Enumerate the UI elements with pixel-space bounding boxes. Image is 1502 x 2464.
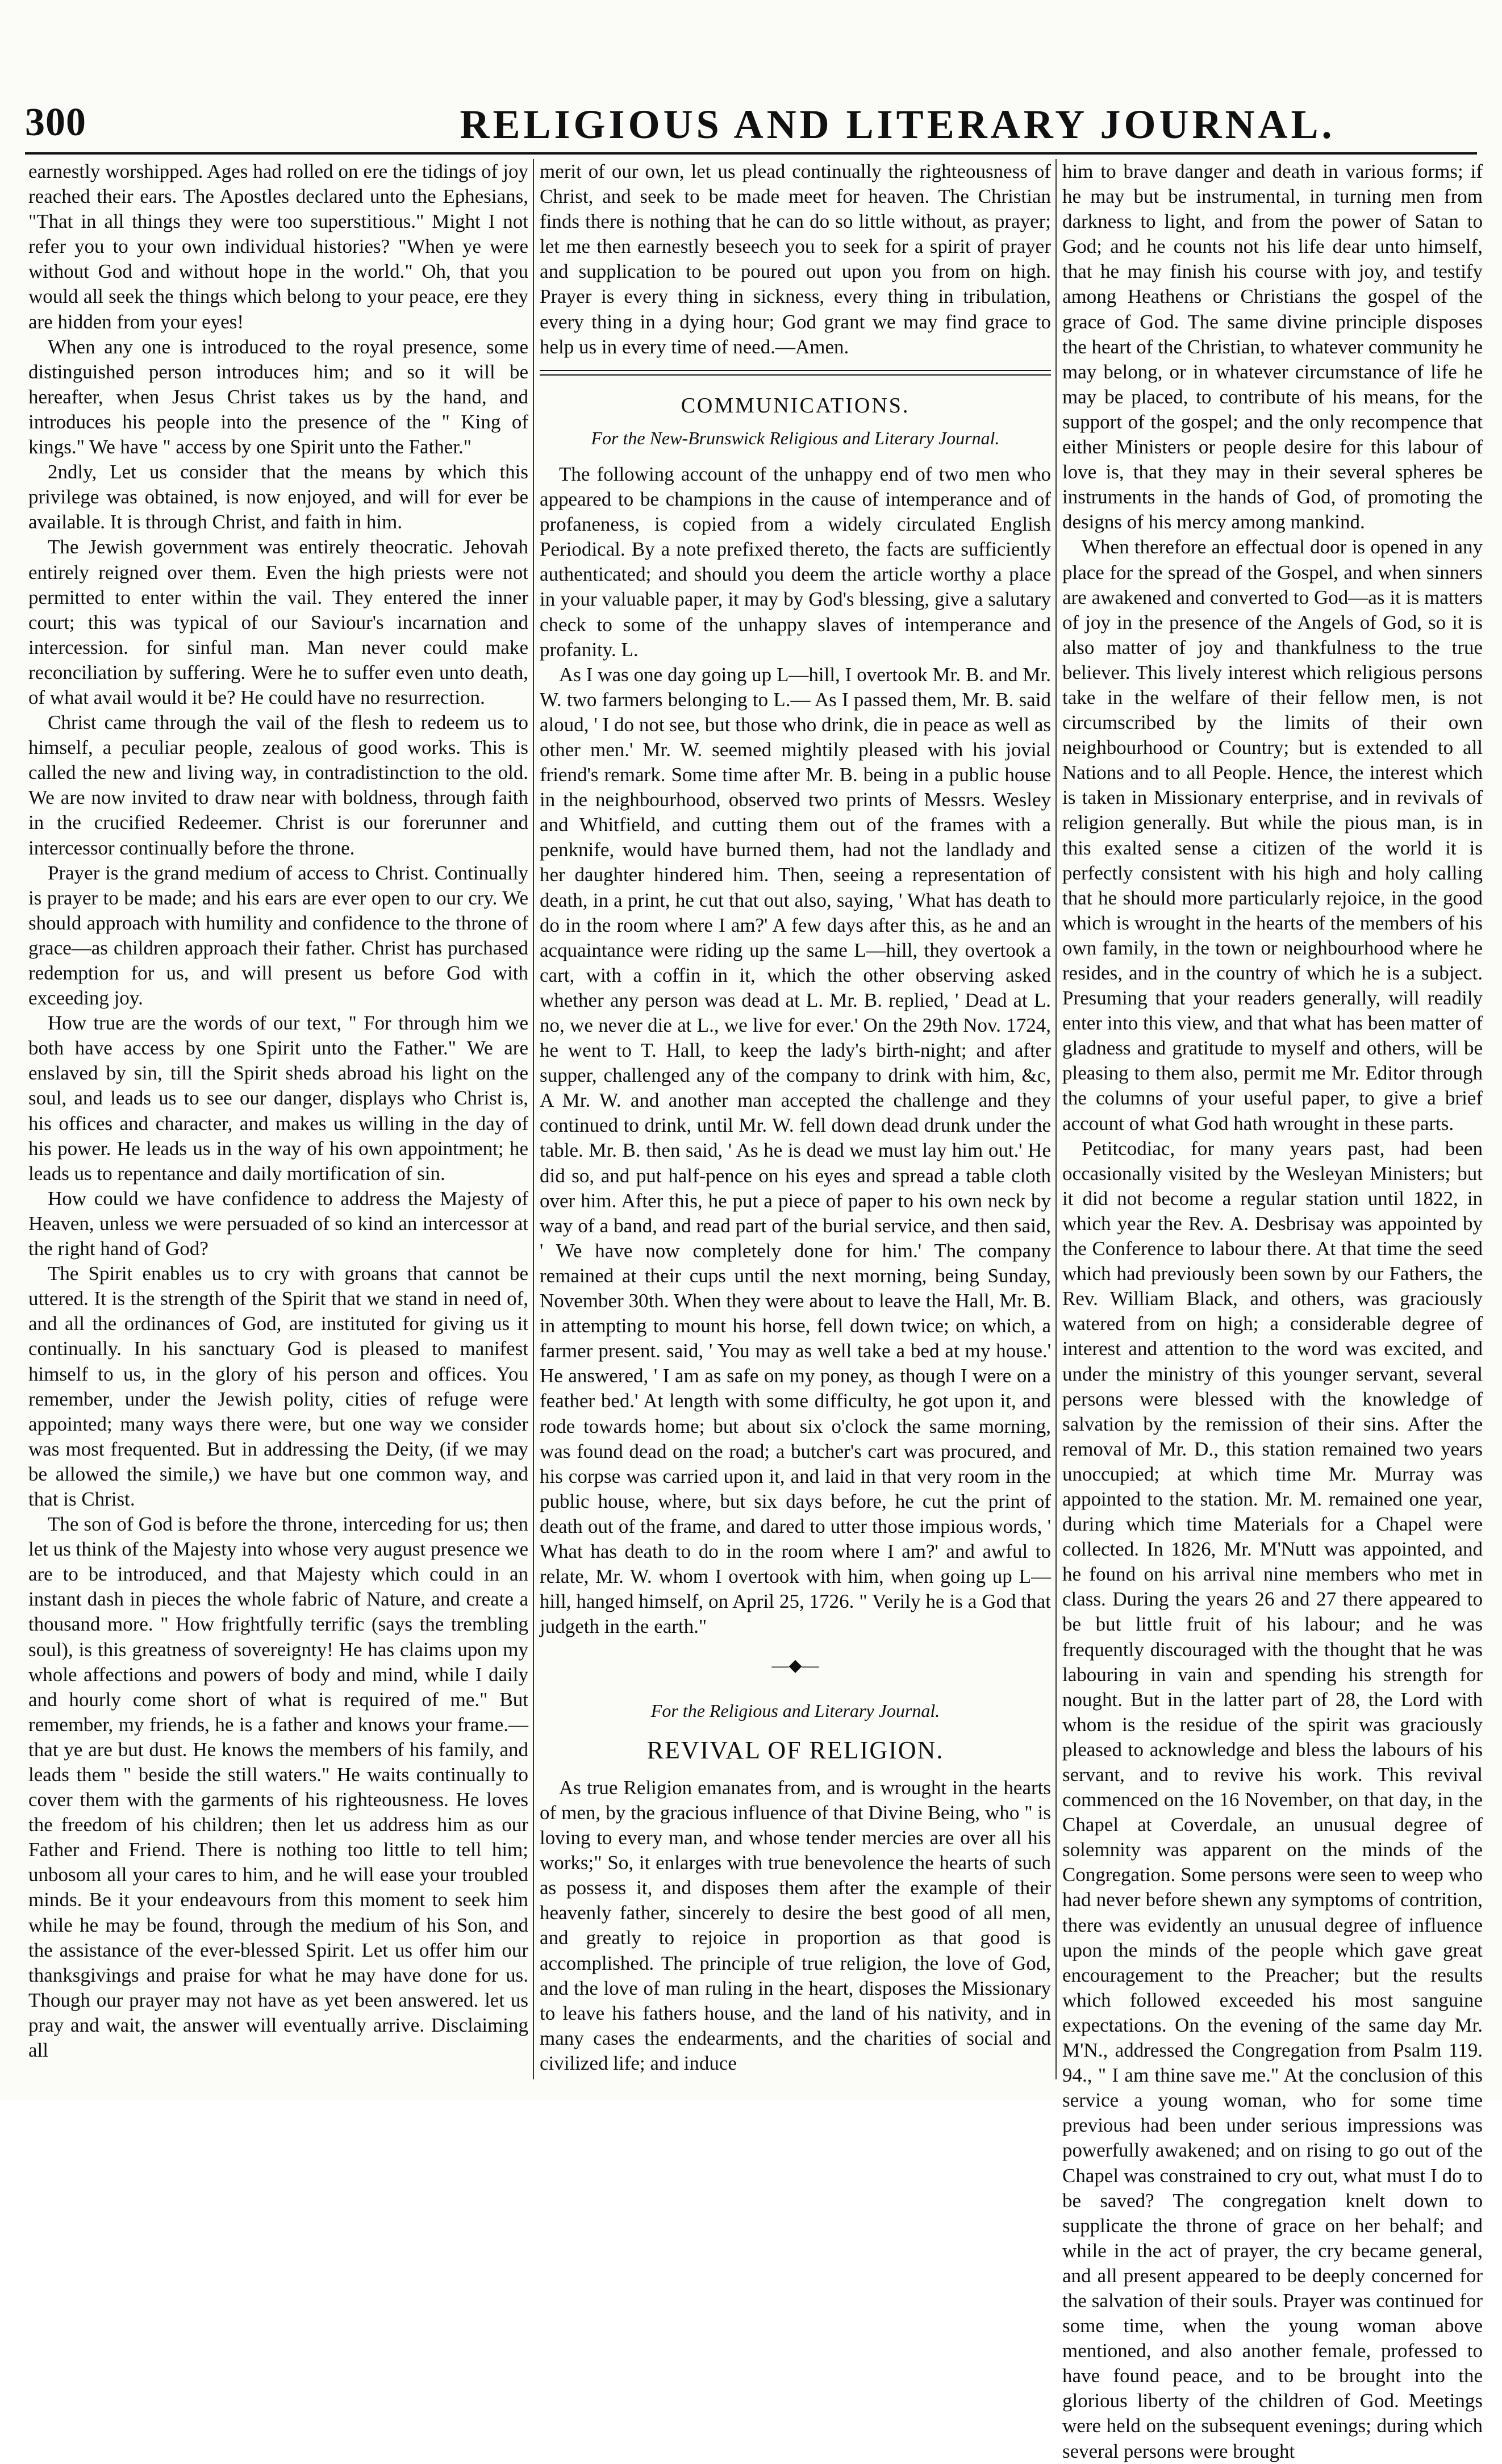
paragraph: How could we have confidence to address the Majesty of Heaven, unless we were persuaded of so kind an intercessor at the right hand of God? bbox=[28, 1187, 528, 1260]
column-divider bbox=[1055, 159, 1057, 2079]
paragraph: As I was one day going up L—hill, I overtook Mr. B. and Mr. W. two farmers belonging to L.— As I passed them, Mr. B. said aloud, ' I do not see, but those who drink, die in peace as well as other men.' Mr. W. seemed mightily pleased with his jovial friend's remark. Some time after Mr. B. being in a public house in the neighbourhood, observed two prints of Messrs. Wesley and Whitfield, and cutting them out of the frames with a penknife, would have burned them, had not the landlady and her daughter hindered him. Then, seeing a representation of death, in a print, he cut that out also, saying, ' What has death to do in the room where I am?' A few days after this, as he and an acquaintance were riding up the same L—hill, they overtook a cart, with a coffin in it, which the other observing asked whether any person was dead at L. Mr. B. replied, ' Dead at L. no, we never die at L., we live for ever.' On the 29th Nov. 1724, he went to T. Hall, to keep the lady's birth-night; and after supper, challenged any of the company to drink with him, &c, A Mr. W. and another man accepted the challenge and they continued to drink, until Mr. W. fell down dead drunk under the table. Mr. B. then said, ' As he is dead we must lay him out.' He did so, and put half-pence on his eyes and spread a table cloth over him. After this, he put a piece of paper to his own neck by way of a band, and read part of the burial service, and then said, ' We have now completely done for him.' The company remained at their cups until the next morning, being Sunday, November 30th. When they were about to leave the Hall, Mr. B. in attempting to mount his horse, fell down twice; on which, a farmer present. said, ' You may as well take a bed at my house.' He answered, ' I am as safe on my poney, as though I were on a feather bed.' At length with some difficulty, he got upon it, and rode towards home; but about six o'clock the same morning, was found dead on the road; a butcher's cart was procured, and his corpse was carried upon it, and laid in that very room in the public house, where, but six days before, he cut the print of death out of the frame, and dared to utter those impious words, ' What has death to do in the room where I am?' and awful to relate, Mr. W. whom I overtook with him, when going up L—hill, hanged himself, on April 25, 1726. " Verily he is a God that judgeth in the earth." bbox=[540, 663, 1051, 1638]
paragraph: When any one is introduced to the royal presence, some distinguished person introduces him; and so it will be hereafter, when Jesus Christ takes us by the hand, and introduces his people into the presence of the " King of kings." We have " access by one Spirit unto the Father." bbox=[28, 335, 528, 458]
paragraph: merit of our own, let us plead continually the righteousness of Christ, and seek to be made meet for heaven. The Christian finds there is nothing that he can do so little without, as prayer; let me then earnestly beseech you to seek for a spirit of prayer and supplication to be poured out upon you from on high. Prayer is every thing in sickness, every thing in tribulation, every thing in a dying hour; God grant we may find grace to help us in every time of need.—Amen. bbox=[540, 160, 1051, 358]
paragraph: 2ndly, Let us consider that the means by which this privilege was obtained, is now enjoyed, and will for ever be available. It is through Christ, and faith in him. bbox=[28, 461, 528, 533]
section-heading: COMMUNICATIONS. bbox=[681, 393, 910, 418]
page-number: 300 bbox=[25, 101, 86, 144]
column-1 bbox=[28, 159, 528, 2079]
paragraph: The son of God is before the throne, interceding for us; then let us think of the Majesty into whose very august presence we are to be introduced, and that Majesty which could in an instant dash in pieces the whole fabric of Nature, and create a thousand more. " How frightfully terrific (says the trembling soul), is this greatness of sovereignty! He has claims upon my whole affections and powers of body and mind, while I daily and hourly come short of what is required of me." But remember, my friends, he is a father and knows your frame.—that ye are but dust. He knows the members of his family, and leads them " beside the still waters." He waits continually to cover them with the garments of his righteousness. He loves the freedom of his children; then let us address him as our Father and Friend. There is nothing too little to tell him; unbosom all your cares to him, and he will ease your troubled minds. Be it your endeavours from this moment to seek him while he may be found, through the medium of his Son, and the assistance of the ever-blessed Spirit. Let us offer him our thanksgivings and praise for what he may have done for us. Though our prayer may not have as yet been answered. let us pray and wait, the answer will eventually arrive. Disclaiming all bbox=[28, 1513, 528, 2062]
masthead-title: RELIGIOUS AND LITERARY JOURNAL. bbox=[460, 102, 1336, 147]
paragraph: Christ came through the vail of the flesh to redeem us to himself, a peculiar people, zealous of good works. This is called the new and living way, in contradistinction to the old. We are now invited to draw near with boldness, through faith in the crucified Redeemer. Christ is our forerunner and intercessor continually before the throne. bbox=[28, 711, 528, 859]
section-rule bbox=[540, 370, 1051, 376]
paragraph: The following account of the unhappy end of two men who appeared to be champions in the cause of intemperance and of profaneness, is copied from a widely circulated English Periodical. By a note prefixed thereto, the facts are sufficiently authenticated; and should you deem the article worthy a place in your valuable paper, it may by God's blessing, give a salutary check to some of the unhappy slaves of intemperance and profanity. L. bbox=[540, 462, 1051, 661]
paragraph: When therefore an effectual door is opened in any place for the spread of the Gospel, and when sinners are awakened and converted to God—as it is matters of joy in the presence of the Angels of God, so it is also matter of joy and thankfulness to the true believer. This lively interest which religious persons take in the welfare of their fellow men, is not circumscribed by the limits of their own neighbourhood or Country; but is extended to all Nations and to all People. Hence, the interest which is taken in Missionary enterprise, and in revivals of religion generally. But while the pious man, is in this exalted sense a citizen of the world it is perfectly consistent with his high and holy calling that he should more particularly rejoice, in the good which is wrought in the hearts of the members of his own family, in the town or neighbourhood where he resides, and in the country of which he is a subject. Presuming that your readers generally, will readily enter into this view, and that what has been matter of gladness and gratitude to myself and others, will be pleasing to them also, permit me Mr. Editor through the columns of your useful paper, to give a brief account of what God hath wrought in these parts. bbox=[1062, 536, 1483, 1135]
paragraph: Prayer is the grand medium of access to Christ. Continually is prayer to be made; and his ears are ever open to our cry. We should approach with humility and confidence to the throne of grace—as children approach their father. Christ has purchased redemption for us, and will present us before God with exceeding joy. bbox=[28, 861, 528, 1010]
byline: For the New-Brunswick Religious and Literary Journal. bbox=[591, 427, 1000, 448]
paragraph: The Jewish government was entirely theocratic. Jehovah entirely reigned over them. Even the high priests were not permitted to enter within the vail. They entered the inner court; this was typical of our Saviour's incarnation and intercession. for sinful man. Man never could make reconciliation by suffering. Were he to suffer even unto death, of what avail would it be? He could have no resurrection. bbox=[28, 536, 528, 708]
byline: For the Religious and Literary Journal. bbox=[650, 1700, 940, 1721]
column-2 bbox=[540, 159, 1051, 2079]
paragraph: him to brave danger and death in various forms; if he may but be instrumental, in turning men from darkness to light, and from the power of Satan to God; and he counts not his life dear unto himself, that he may finish his course with joy, and testify among Heathens or Christians the gospel of the grace of God. The same divine principle disposes the heart of the Christian, to whatever community he may belong, or in whatever circumstance of life he may be placed, to contribute of his means, for the support of the gospel; and the only recompence that either Ministers or people desire for this labour of love is, that they may in their several spheres be instruments in the hands of God, of promoting the designs of his mercy among mankind. bbox=[1062, 160, 1483, 533]
ornament-divider: —◆— bbox=[771, 1656, 819, 1675]
paragraph: earnestly worshipped. Ages had rolled on ere the tidings of joy reached their ears. The Apostles declared unto the Ephesians, "That in all things they were too superstitious." Might I not refer you to your own individual histories? "When ye were without God and without hope in the world." Oh, that you would all seek the things which belong to your peace, ere they are hidden from your eyes! bbox=[28, 160, 528, 333]
paragraph: As true Religion emanates from, and is wrought in the hearts of men, by the gracious influence of that Divine Being, who " is loving to every man, and whose tender mercies are over all his works;" So, it enlarges with true benevolence the hearts of such as possess it, and disposes them after the example of their heavenly father, sincerely to desire the best good of all men, and greatly to rejoice in proportion as that good is accomplished. The principle of true religion, the love of God, and the love of man ruling in the heart, disposes the Missionary to leave his fathers house, and the land of his nativity, and in many cases the endearments, and the charities of social and civilized life; and induce bbox=[540, 1776, 1051, 2074]
article-title: REVIVAL OF RELIGION. bbox=[646, 1736, 944, 1765]
column-3 bbox=[1062, 159, 1483, 2462]
column-divider bbox=[533, 159, 534, 2079]
paragraph: Petitcodiac, for many years past, had been occasionally visited by the Wesleyan Ministers; but it did not become a regular station until 1822, in which year the Rev. A. Desbrisay was appointed by the Conference to labour there. At that time the seed which had previously been sown by our Fathers, the Rev. William Black, and others, was graciously watered from on high; a considerable degree of interest and attention to the word was excited, and under the ministry of this younger servant, several persons were blessed with the knowledge of salvation by the remission of their sins. After the removal of Mr. D., this station remained two years unoccupied; at which time Mr. Murray was appointed to the station. Mr. M. remained one year, during which time Materials for a Chapel were collected. In 1826, Mr. M'Nutt was appointed, and he found on his arrival nine members who met in class. During the years 26 and 27 there appeared to be but little fruit of his labour; and he was frequently discouraged with the thought that he was labouring in vain and spending his strength for nought. But in the latter part of 28, the Lord with whom is the residue of the spirit was graciously pleased to acknowledge and bless the labours of his servant, and to revive his work. This revival commenced on the 16 November, on that day, in the Chapel at Coverdale, an unusual degree of solemnity was apparent on the minds of the Congregation. Some persons were seen to weep who had never before shewn any symptoms of contrition, there was evidently an unusual degree of influence upon the minds of the people which gave great encouragement to the Preacher; but the results which followed exceeded his most sanguine expectations. On the evening of the same day Mr. M'N., addressed the Congregation from Psalm 119. 94., " I am thine save me." At the conclusion of this service a young woman, who for some time previous had been under serious impressions was powerfully awakened; and on rising to go out of the Chapel was constrained to cry out, what must I do to be saved? The congregation knelt down to supplicate the throne of grace on her behalf; and while in the act of prayer, the cry became general, and all present appeared to be deeply concerned for the salvation of their souls. Prayer was continued for some time, when the young woman above mentioned, and also another female, professed to have found peace, and to be brought into the glorious liberty of the children of God. Meetings were held on the subsequent evenings; during which several persons were brought bbox=[1062, 1137, 1483, 2462]
header-rule bbox=[25, 152, 1477, 155]
paragraph: The Spirit enables us to cry with groans that cannot be uttered. It is the strength of the Spirit that we stand in need of, and all the ordinances of God, are instituted for giving us it continually. In his sanctuary God is pleased to manifest himself to us, in the glory of his person and offices. You remember, under the Jewish polity, cities of refuge were appointed; many ways there were, but one way we consider was most frequented. But in addressing the Deity, (if we may be allowed the simile,) we have but one common way, and that is Christ. bbox=[28, 1262, 528, 1510]
paragraph: How true are the words of our text, " For through him we both have access by one Spirit unto the Father." We are enslaved by sin, till the Spirit sheds abroad his light on the soul, and leads us to see our danger, displays who Christ is, his offices and character, and makes us willing in the day of his power. He leads us in the way of his own appointment; he leads us to repentance and daily mortification of sin. bbox=[28, 1012, 528, 1185]
